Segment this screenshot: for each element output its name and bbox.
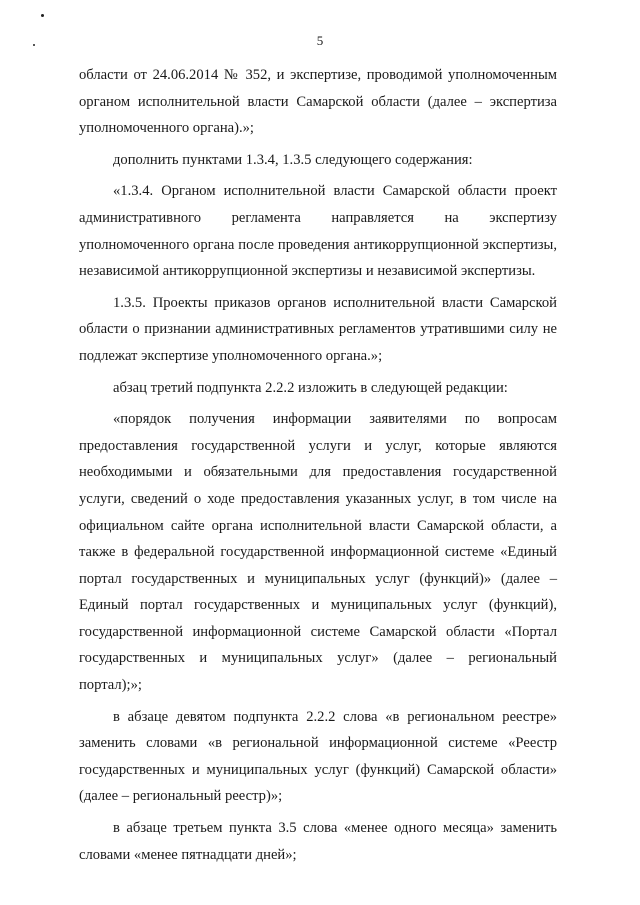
page-number: 5 xyxy=(316,33,324,48)
paragraph: дополнить пунктами 1.3.4, 1.3.5 следующего содержания: xyxy=(113,151,473,168)
paragraph: «порядок получения информации заявителями по вопросам предоставления государственной услуги и услуг, которые являются необходимыми и обязательными для предоставления государственной услуги, сведений о ходе предоставления указанных услуг, в том числе на официальном сайте органа исполнительной власти Самарской области, а также в федеральной государственной информационной системе «Единый портал государственных и муниципальных услуг (функций)» (далее – Единый портал государственных и муниципальных услуг (функций), государственной информационной системе Самарской области «Портал государственных и муниципальных услуг» (далее – региональный портал);»; xyxy=(79,411,557,694)
paragraph: в абзаце девятом подпункта 2.2.2 слова «в региональном реестре» заменить словами «в региональной информационной системе «Реестр государственных и муниципальных услуг (функций) Самарской области» (далее – региональный реестр)»; xyxy=(79,708,557,805)
paragraph: в абзаце третьем пункта 3.5 слова «менее одного месяца» заменить словами «менее пятнадцати дней»; xyxy=(79,820,557,863)
paragraph: 1.3.5. Проекты приказов органов исполнительной власти Самарской области о признании административных регламентов утратившими силу не подлежат экспертизе уполномоченного органа.»; xyxy=(79,294,557,364)
paragraph: области от 24.06.2014 № 352, и экспертизе, проводимой уполномоченным органом исполнительной власти Самарской области (далее – экспертиза уполномоченного органа).»; xyxy=(79,67,557,137)
document-body xyxy=(79,62,557,868)
paragraph: «1.3.4. Органом исполнительной власти Самарской области проект административного регламента направляется на экспертизу уполномоченного органа после проведения антикоррупционной экспертизы, независимой антикоррупционной экспертизы и независимой экспертизы. xyxy=(79,183,557,280)
paragraph: абзац третий подпункта 2.2.2 изложить в следующей редакции: xyxy=(113,379,508,396)
scan-speck xyxy=(41,14,44,17)
